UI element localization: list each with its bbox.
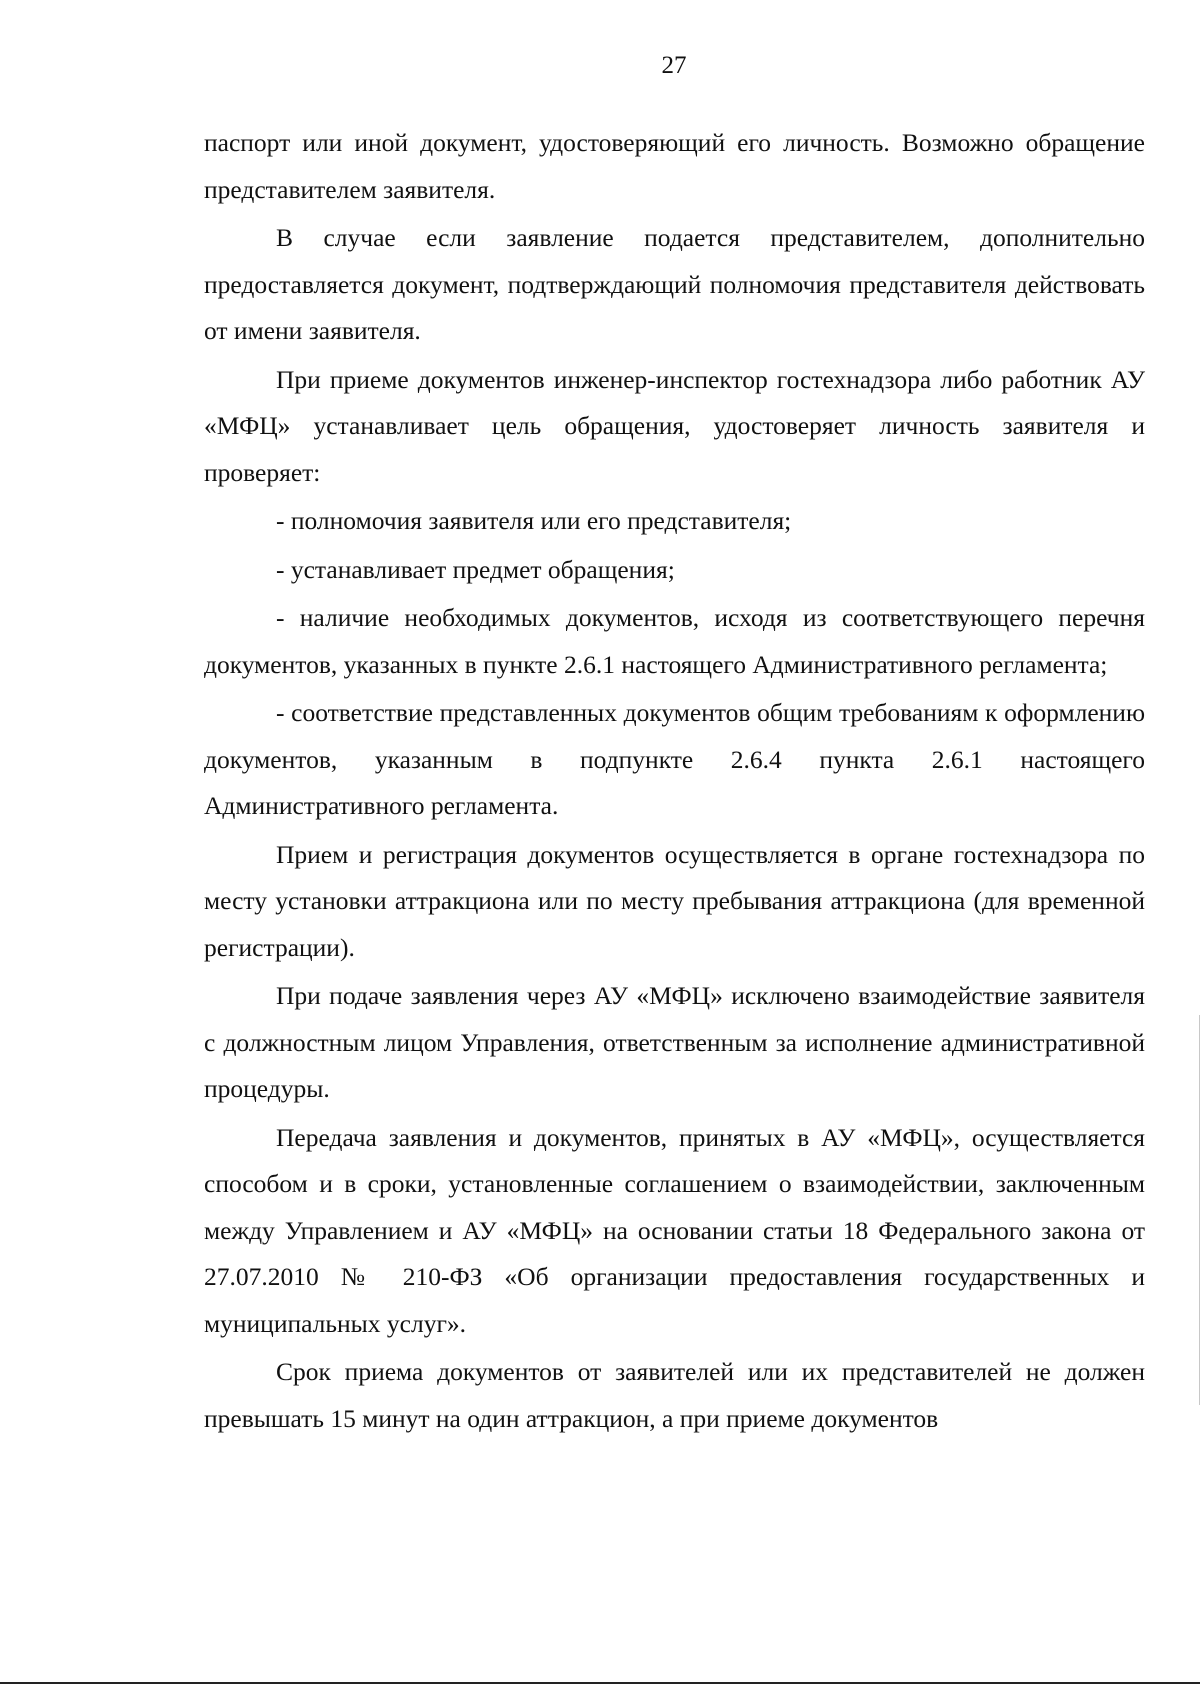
paragraph-reception-check: При приеме документов инженер-инспектор гостехнадзора либо работник АУ «МФЦ» устанавливает цель обращения, удостоверяет личность заявителя и проверяет: <box>204 364 1145 487</box>
paragraph-mfc-interaction: При подаче заявления через АУ «МФЦ» исключено взаимодействие заявителя с должностным лицом Управления, ответственным за исполнение административной процедуры. <box>204 981 1145 1103</box>
document-body <box>204 120 1145 1442</box>
list-item-authority: - полномочия заявителя или его представителя; <box>276 506 792 535</box>
paragraph-representative: В случае если заявление подается представителем, дополнительно предоставляется документ, подтверждающий полномочия представителя действовать от имени заявителя. <box>204 223 1145 345</box>
paragraph-transfer: Передача заявления и документов, принятых в АУ «МФЦ», осуществляется способом и в сроки, установленные соглашением о взаимодействии, заключенным между Управлением и АУ «МФЦ» на основании статьи 18 Федерального закона от 27.07.2010 № 210-ФЗ «Об организации предоставления государственных и муниципальных услуг». <box>204 1122 1145 1338</box>
page-bottom-rule <box>0 1682 1200 1684</box>
page-number: 27 <box>661 52 687 79</box>
paragraph-reception-time: Срок приема документов от заявителей или их представителей не должен превышать 15 минут на один аттракцион, а при приеме документов <box>204 1357 1145 1433</box>
list-item-documents-presence: - наличие необходимых документов, исходя из соответствующего перечня документов, указанных в пункте 2.6.1 настоящего Административного регламента; <box>204 603 1145 679</box>
list-item-documents-compliance: - соответствие представленных документов общим требованиям к оформлению документов, указанным в подпункте 2.6.4 пункта 2.6.1 настоящего Административного регламента. <box>204 698 1145 820</box>
paragraph-continuation: паспорт или иной документ, удостоверяющий его личность. Возможно обращение представителем заявителя. <box>204 128 1145 204</box>
list-item-subject: - устанавливает предмет обращения; <box>276 554 675 584</box>
paragraph-registration-place: Прием и регистрация документов осуществляется в органе гостехнадзора по месту установки аттракциона или по месту пребывания аттракциона (для временной регистрации). <box>204 839 1145 962</box>
